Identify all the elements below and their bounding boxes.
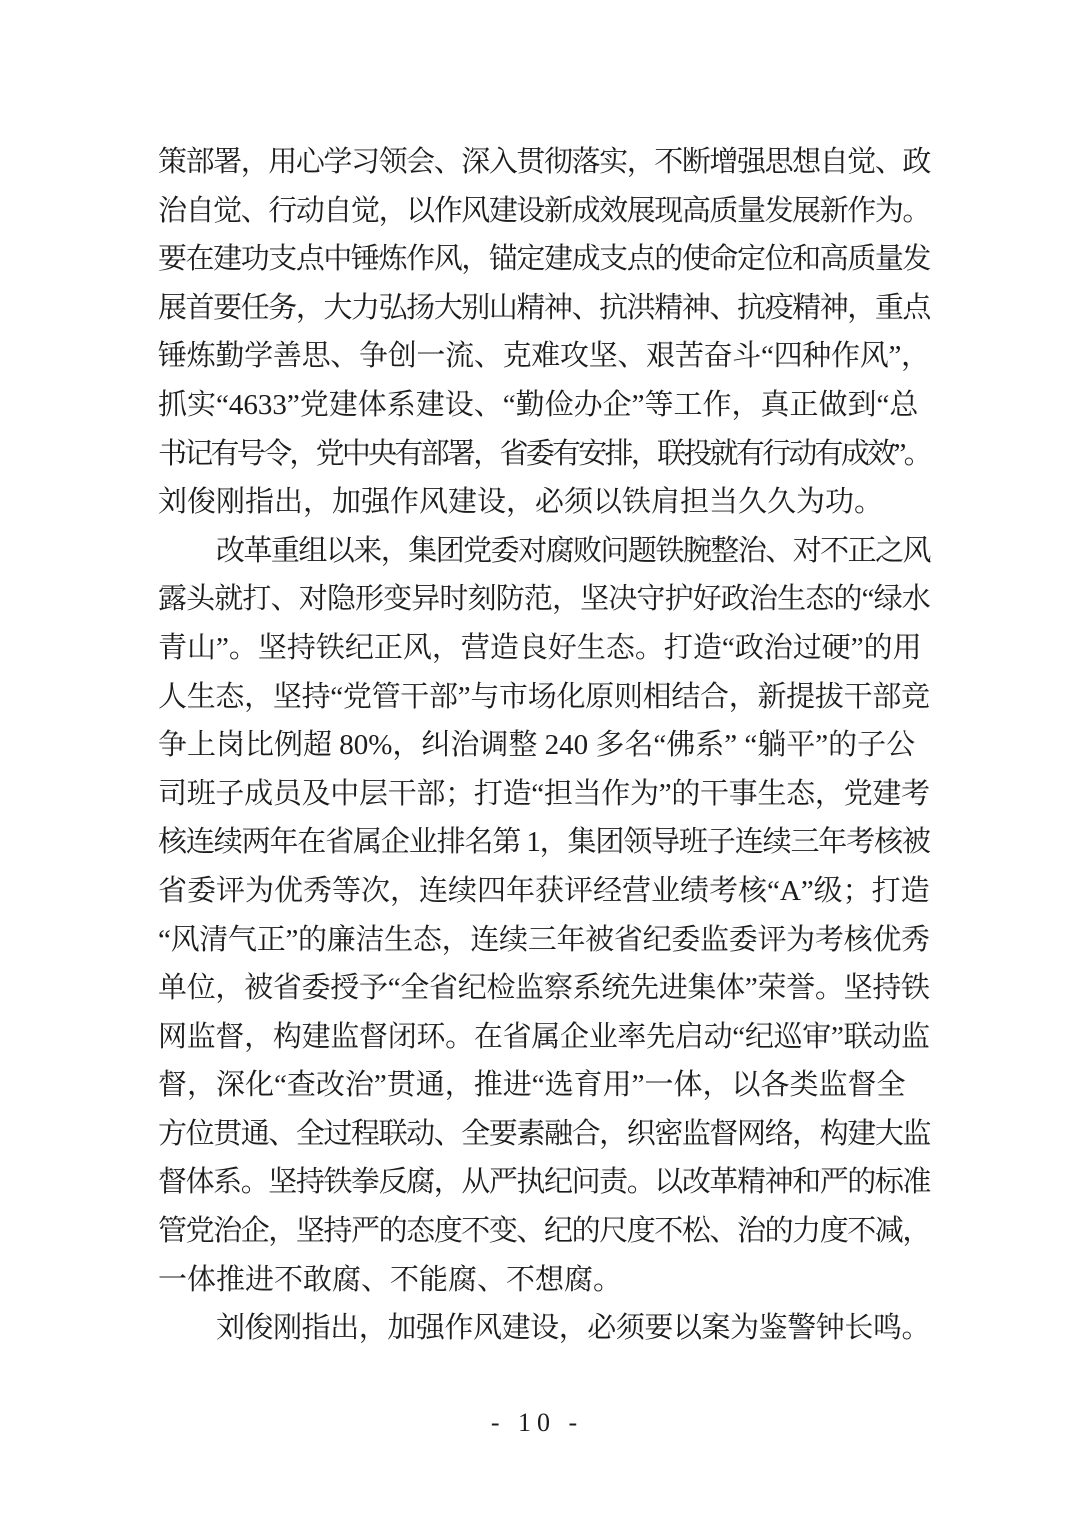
text-line: 省委评为优秀等次，连续四年获评经营业绩考核“A”级；打造 xyxy=(158,874,930,907)
text-line: 人生态，坚持“党管干部”与市场化原则相结合，新提拔干部竞 xyxy=(158,680,930,713)
text-line: 管党治企，坚持严的态度不变、纪的尺度不松、治的力度不减， xyxy=(158,1215,931,1248)
document-body xyxy=(158,138,930,1353)
text-line: 展首要任务，大力弘扬大别山精神、抗洪精神、抗疫精神，重点 xyxy=(158,291,931,324)
text-line: 网监督，构建监督闭环。在省属企业率先启动“纪巡审”联动监 xyxy=(158,1020,930,1053)
text-line: 治自觉、行动自觉，以作风建设新成效展现高质量发展新作为。 xyxy=(158,194,931,227)
text-line: 争上岗比例超 80%，纠治调整 240 多名“佛系” “躺平”的子公 xyxy=(158,729,916,762)
text-line: 刘俊刚指出，加强作风建设，必须以铁肩担当久久为功。 xyxy=(158,486,884,519)
text-line: 单位，被省委授予“全省纪检监察系统先进集体”荣誉。坚持铁 xyxy=(158,972,930,1005)
text-line: 改革重组以来，集团党委对腐败问题铁腕整治、对不正之风 xyxy=(216,534,931,567)
text-line: 一体推进不敢腐、不能腐、不想腐。 xyxy=(158,1263,623,1296)
text-line: 督，深化“查改治”贯通，推进“选育用”一体，以各类监督全 xyxy=(158,1069,906,1102)
text-line: 司班子成员及中层干部；打造“担当作为”的干事生态，党建考 xyxy=(158,777,930,810)
text-line: 核连续两年在省属企业排名第 1，集团领导班子连续三年考核被 xyxy=(158,826,930,859)
text-line: 书记有号令，党中央有部署，省委有安排，联投就有行动有成效”。 xyxy=(158,437,930,470)
text-line: 锤炼勤学善思、争创一流、克难攻坚、艰苦奋斗“四种作风”， xyxy=(158,340,930,373)
text-line: 要在建功支点中锤炼作风，锚定建成支点的使命定位和高质量发 xyxy=(158,243,931,276)
text-line: “风清气正”的廉洁生态，连续三年被省纪委监委评为考核优秀 xyxy=(158,923,930,956)
text-line: 青山”。坚持铁纪正风，营造良好生态。打造“政治过硬”的用 xyxy=(158,631,922,664)
text-line: 刘俊刚指出，加强作风建设，必须要以案为鉴警钟长鸣。 xyxy=(216,1312,931,1345)
text-line: 方位贯通、全过程联动、全要素融合，织密监督网络，构建大监 xyxy=(158,1117,931,1150)
text-line: 抓实“4633”党建体系建设、“勤俭办企”等工作，真正做到“总 xyxy=(158,388,919,421)
text-line: 露头就打、对隐形变异时刻防范，坚决守护好政治生态的“绿水 xyxy=(158,583,930,616)
page-number: - 10 - xyxy=(490,1408,584,1437)
text-line: 策部署，用心学习领会、深入贯彻落实，不断增强思想自觉、政 xyxy=(158,146,931,178)
text-line: 督体系。坚持铁拳反腐，从严执纪问责。以改革精神和严的标准 xyxy=(158,1166,931,1199)
